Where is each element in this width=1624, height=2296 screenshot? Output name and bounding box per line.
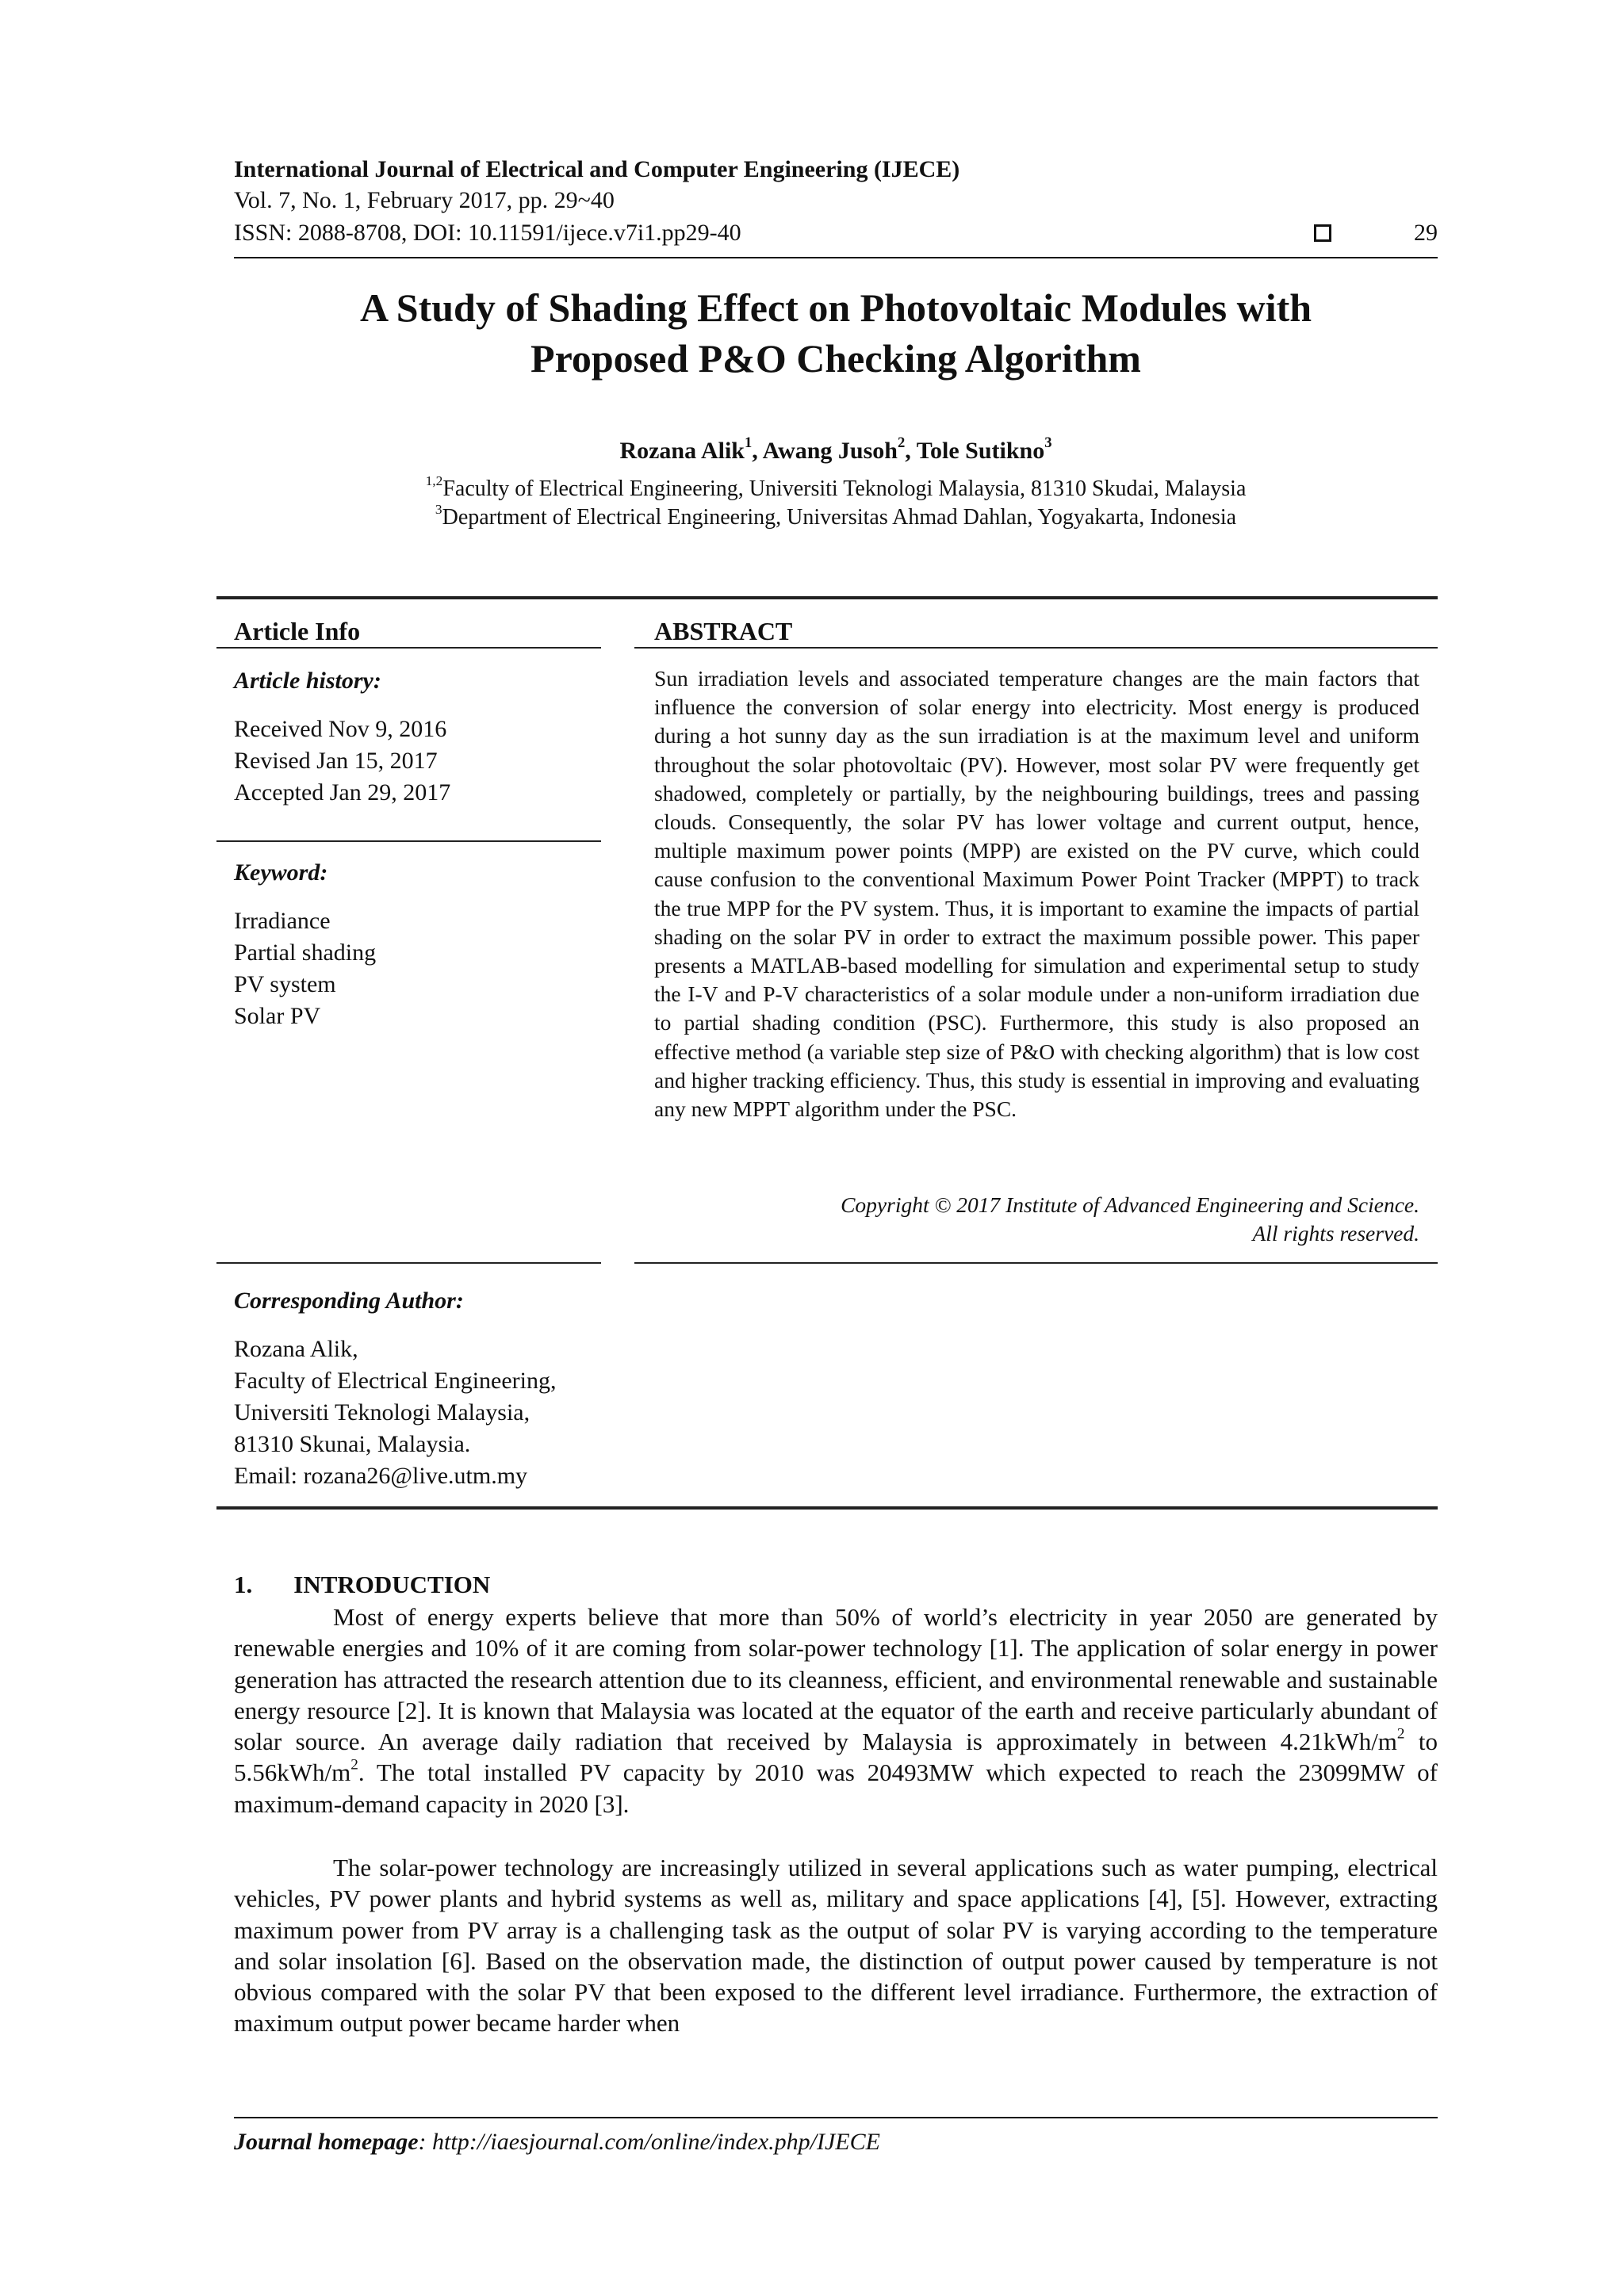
corresponding-author-line: Rozana Alik, — [234, 1336, 358, 1362]
section-heading-introduction — [234, 1570, 490, 1600]
paper-title — [234, 282, 1438, 384]
keyword-item: Partial shading — [234, 939, 377, 966]
affiliation-1-text: Faculty of Electrical Engineering, Universiti Teknologi Malaysia, 81310 Skudai, Malaysia — [442, 476, 1247, 501]
affiliation-2-sup: 3 — [435, 501, 442, 517]
author-1-sup: 1 — [744, 434, 753, 452]
article-info-heading: Article Info — [234, 617, 361, 645]
info-table-bottom-rule — [216, 1506, 1438, 1510]
affiliation-1-sup: 1,2 — [425, 473, 443, 488]
section-title: INTRODUCTION — [293, 1571, 491, 1598]
article-history-label: Article history: — [234, 668, 381, 694]
author-separator: , — [905, 438, 917, 464]
revised-date: Revised Jan 15, 2017 — [234, 748, 438, 774]
title-line-1: A Study of Shading Effect on Photovoltaic Modules with — [359, 285, 1312, 330]
author-2: Awang Jusoh — [762, 438, 898, 464]
superscript: 2 — [350, 1757, 358, 1774]
page-number: 29 — [1414, 220, 1438, 246]
history-keyword-rule — [216, 840, 601, 842]
keyword-label: Keyword: — [234, 859, 328, 886]
footer-rule — [234, 2117, 1438, 2118]
checkbox-square-icon — [1314, 224, 1331, 242]
author-3: Tole Sutikno — [916, 438, 1045, 464]
corresponding-author-email: Email: rozana26@live.utm.my — [234, 1463, 528, 1489]
intro-paragraph-2: The solar-power technology are increasingly utilized in several applications such as water pumping, electrical vehicles, PV power plants and hybrid systems as well as, military and space applications [4], [5]. However, extracting maximum power from PV array is a challenging task as the output of solar PV is varying according to the temperature and solar insolation [6]. Based on the observation made, the distinction of output power caused by temperature is not obvious compared with the solar PV that been exposed to the different level irradiance. Furthermore, the extraction of maximum output power became harder when — [234, 1854, 1438, 2038]
accepted-date: Accepted Jan 29, 2017 — [234, 779, 451, 806]
section-number: 1. — [234, 1571, 253, 1598]
corresponding-author-label: Corresponding Author: — [234, 1288, 464, 1314]
author-2-sup: 2 — [897, 434, 906, 452]
homepage-link[interactable]: http://iaesjournal.com/online/index.php/IJECE — [432, 2129, 880, 2155]
author-list — [234, 436, 1438, 466]
abstract-rule — [634, 647, 1438, 649]
homepage-colon: : — [418, 2129, 433, 2155]
superscript: 2 — [1396, 1725, 1405, 1743]
header-rule — [234, 257, 1438, 258]
copyright-line-2: All rights reserved. — [1252, 1221, 1419, 1246]
abstract-heading: ABSTRACT — [654, 617, 793, 645]
volume-info: Vol. 7, No. 1, February 2017, pp. 29~40 — [234, 187, 615, 213]
paragraph-text: . The total installed PV capacity by 2010 was 20493MW which expected to reach the 23099MW of maximum-demand capacity in 2020 [3]. — [234, 1758, 1438, 1818]
title-line-2: Proposed P&O Checking Algorithm — [530, 336, 1141, 381]
keyword-item: PV system — [234, 971, 336, 997]
corresponding-author-line: 81310 Skunai, Malaysia. — [234, 1431, 471, 1457]
author-3-sup: 3 — [1044, 434, 1052, 452]
journal-homepage — [234, 2127, 880, 2157]
journal-name: International Journal of Electrical and Computer Engineering (IJECE) — [234, 156, 960, 182]
corresponding-author-line: Universiti Teknologi Malaysia, — [234, 1399, 530, 1425]
abstract-text: Sun irradiation levels and associated temperature changes are the main factors that influence the conversion of solar energy into electricity. Most energy is produced during a hot sunny day as the sun irradiation is at the maximum level and uniform throughout the solar photovoltaic (PV). However, most solar PV were frequently get shadowed, completely or partially, by the neighbouring buildings, trees and passing clouds. Consequently, the solar PV has lower voltage and current output, hence, multiple maximum power points (MPP) are existed on the PV curve, which could cause confusion to the conventional Maximum Power Point Tracker (MPPT) to track the true MPP for the PV system. Thus, it is important to examine the impacts of partial shading on the solar PV in order to extract the maximum possible power. This paper presents a MATLAB-based modelling for simulation and experimental setup to study the I-V and P-V characteristics of a solar module under a non-uniform irradiation due to partial shading condition (PSC). Furthermore, this study is also proposed an effective method (a variable step size of P&O with checking algorithm) that is low cost and higher tracking efficiency. Thus, this study is essential in improving and evaluating any new MPPT algorithm under the PSC. — [654, 666, 1419, 1122]
affiliation-1 — [234, 473, 1438, 503]
info-table-top-rule — [216, 596, 1438, 599]
author-1: Rozana Alik — [619, 438, 745, 464]
intro-paragraph-1 — [234, 1601, 1438, 1820]
abstract-bottom-rule — [634, 1262, 1438, 1264]
article-info-rule — [216, 647, 601, 649]
copyright-line-1: Copyright © 2017 Institute of Advanced Engineering and Science. — [841, 1192, 1419, 1217]
keyword-item: Solar PV — [234, 1003, 321, 1029]
paragraph-text: to 5.56kWh/m — [234, 1728, 1438, 1787]
paragraph-text: Most of energy experts believe that more than 50% of world’s electricity in year 2050 are generated by renewable energies and 10% of it are coming from solar-power technology [1]. The application of solar energy in power generation has attracted the research attention due to its cleanness, efficient, and environmental renewable and sustainable energy resource [2]. It is known that Malaysia was located at the equator of the earth and receive particularly abundant of solar source. An average daily radiation that received by Malaysia is approximately in between 4.21kWh/m — [234, 1603, 1438, 1756]
corresponding-author-line: Faculty of Electrical Engineering, — [234, 1368, 557, 1394]
affiliation-2 — [234, 501, 1438, 531]
keyword-item: Irradiance — [234, 908, 331, 934]
copyright-notice — [654, 1191, 1419, 1248]
affiliation-2-text: Department of Electrical Engineering, Universitas Ahmad Dahlan, Yogyakarta, Indonesia — [442, 505, 1237, 530]
homepage-label: Journal homepage — [234, 2129, 419, 2155]
issn-doi: ISSN: 2088-8708, DOI: 10.11591/ijece.v7i1.pp29-40 — [234, 220, 741, 246]
keyword-author-rule — [216, 1262, 601, 1264]
received-date: Received Nov 9, 2016 — [234, 716, 447, 742]
author-separator: , — [752, 438, 763, 464]
